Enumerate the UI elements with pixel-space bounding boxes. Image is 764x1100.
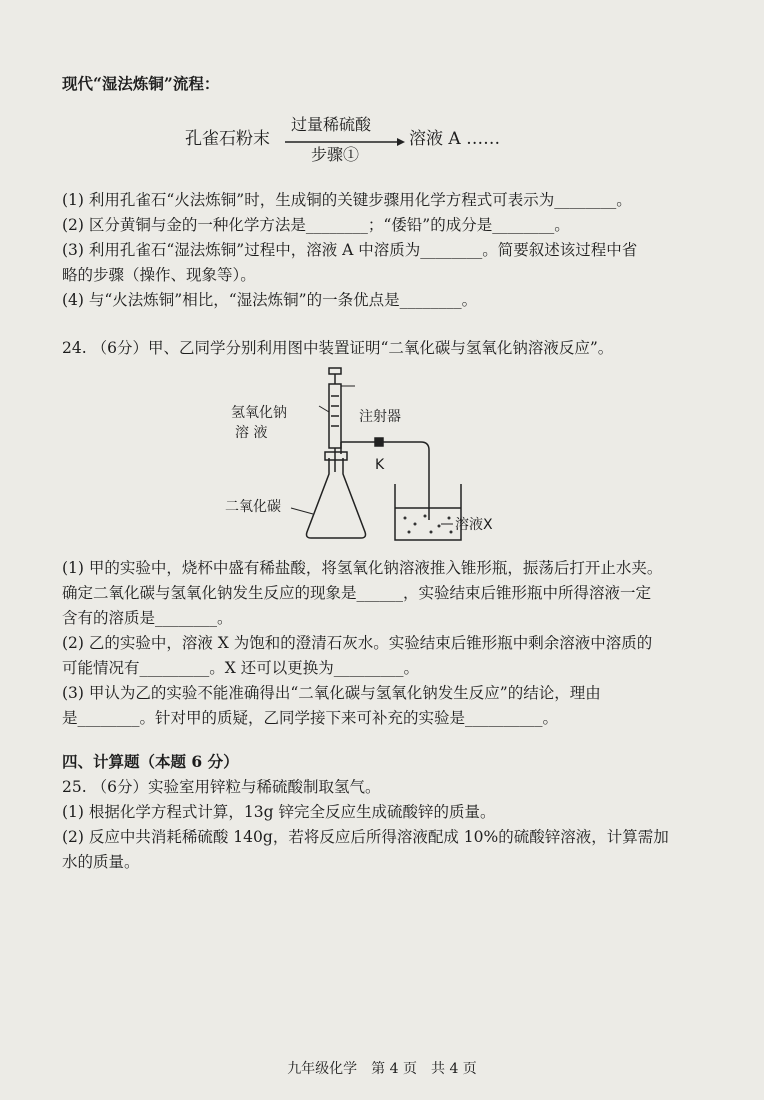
q24-line-3: 含有的溶质是________。 xyxy=(62,609,233,627)
flow-diagram xyxy=(185,112,525,164)
q24-title: 24. （6分）甲、乙同学分别利用图中装置证明“二氧化碳与氢氧化钠溶液反应”。 xyxy=(62,339,614,357)
apparatus-drawing xyxy=(225,362,485,547)
q23-line-2: (2) 区分黄铜与金的一种化学方法是________；“倭铅”的成分是________。 xyxy=(62,216,570,234)
label-syringe: 注射器 xyxy=(359,409,401,425)
flow-product: 溶液 A …… xyxy=(409,129,501,149)
label-naoh-line1: 氢氧化钠 xyxy=(231,405,287,421)
flow-step: 步骤① xyxy=(311,145,360,164)
q25-line-1: (1) 根据化学方程式计算，13g 锌完全反应生成硫酸锌的质量。 xyxy=(62,803,496,821)
section-4-heading: 四、计算题（本题 6 分） xyxy=(62,752,239,771)
label-solution-x: 溶液X xyxy=(455,517,493,533)
label-co2: 二氧化碳 xyxy=(225,499,281,515)
q24-line-5: 可能情况有_________。X 还可以更换为_________。 xyxy=(62,659,419,677)
q24-line-2: 确定二氧化碳与氢氧化钠发生反应的现象是______，实验结束后锥形瓶中所得溶液一定 xyxy=(62,584,652,602)
q23-line-1: (1) 利用孔雀石“火法炼铜”时，生成铜的关键步骤用化学方程式可表示为________。 xyxy=(62,191,632,209)
intro-text: 现代“湿法炼铜”流程： xyxy=(62,74,220,93)
q24-line-4: (2) 乙的实验中，溶液 X 为饱和的澄清石灰水。实验结束后锥形瓶中剩余溶液中溶质的 xyxy=(62,634,653,652)
flow-reagent: 过量稀硫酸 xyxy=(291,115,372,134)
q25-line-2: (2) 反应中共消耗稀硫酸 140g，若将反应后所得溶液配成 10%的硫酸锌溶液，计算需加 xyxy=(62,828,669,846)
label-naoh-line2: 溶 液 xyxy=(235,425,268,441)
q24-line-6: (3) 甲认为乙的实验不能准确得出“二氧化碳与氢氧化钠发生反应”的结论，理由 xyxy=(62,684,601,702)
q23-line-4: 略的步骤（操作、现象等）。 xyxy=(62,266,256,284)
q24-line-1: (1) 甲的实验中，烧杯中盛有稀盐酸，将氢氧化钠溶液推入锥形瓶，振荡后打开止水夹。 xyxy=(62,559,663,577)
q23-line-3: (3) 利用孔雀石“湿法炼铜”过程中，溶液 A 中溶质为________。简要叙述该过程中省 xyxy=(62,241,638,259)
apparatus-diagram xyxy=(225,362,493,547)
q25-title: 25. （6分）实验室用锌粒与稀硫酸制取氢气。 xyxy=(62,778,381,796)
flow-reactant: 孔雀石粉末 xyxy=(185,129,270,149)
q24-line-7: 是________。针对甲的质疑，乙同学接下来可补充的实验是__________。 xyxy=(62,709,559,727)
q25-line-3: 水的质量。 xyxy=(62,853,140,871)
label-clamp-k: K xyxy=(375,457,385,473)
q23-line-5: (4) 与“火法炼铜”相比，“湿法炼铜”的一条优点是________。 xyxy=(62,291,478,309)
page-footer: 九年级化学 第 4 页 共 4 页 xyxy=(287,1061,477,1077)
